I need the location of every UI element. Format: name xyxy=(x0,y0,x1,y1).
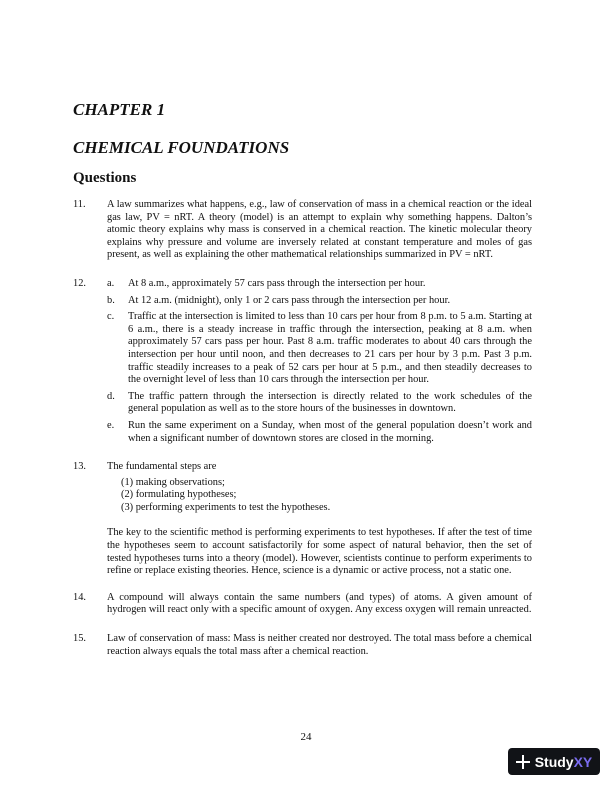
subpart-text: Traffic at the intersection is limited to less than 10 cars per hour from 8 p.m. to 5 a.m. Starting at 6 a.m., there is a steady increase in traffic through the intersection, peaking at 8 a.m. when approximately 57 cars pass per hour. Past 8 a.m. traffic moderates to about 40 cars through the intersection per hour until noon, and then decreases to 21 cars per hour by 3 p.m. Past 3 p.m. traffic steadily increases to a peak of 52 cars per hour at 5 p.m., and then steadily decreases to the overnight level of less than 10 cars through the intersection per hour. xyxy=(128,311,532,386)
chapter-subtitle: CHEMICAL FOUNDATIONS xyxy=(73,138,290,157)
subpart-label: d. xyxy=(107,390,115,402)
subpart-label: e. xyxy=(107,419,115,431)
step-item: (3) performing experiments to test the hypotheses. xyxy=(121,501,331,513)
subpart-text: At 8 a.m., approximately 57 cars pass through the intersection per hour. xyxy=(128,277,426,289)
subpart-label: c. xyxy=(107,311,115,323)
brand-name: Study xyxy=(534,753,574,770)
question-15 xyxy=(73,633,532,658)
subpart-d xyxy=(107,391,532,416)
question-text: A law summarizes what happens, e.g., law of conservation of mass in a chemical reaction or the ideal gas law, PV = nRT. A theory (model) is an attempt to explain why something happens. Dalton’s atomic theory explains why mass is conserved in a chemical reaction. The kinetic molecular theory explains why pressure and volume are inversely related at constant temperature and moles of gas present, as well as explaining the other mathematical relationships summarized in PV = nRT. xyxy=(107,199,532,261)
subpart-label: a. xyxy=(107,277,115,289)
subpart-b xyxy=(107,295,532,308)
step-item: (2) formulating hypotheses; xyxy=(121,489,237,501)
subpart-text: At 12 a.m. (midnight), only 1 or 2 cars pass through the intersection per hour. xyxy=(128,294,451,306)
studyxy-badge[interactable] xyxy=(508,748,600,775)
step-item: (1) making observations; xyxy=(121,476,225,488)
chapter-title: CHAPTER 1 xyxy=(73,100,166,119)
subpart-text: Run the same experiment on a Sunday, when most of the general population doesn’t work and when a significant number of downtown stores are closed in the morning. xyxy=(128,419,532,444)
question-number: 11. xyxy=(73,199,86,210)
question-number: 12. xyxy=(73,277,86,289)
section-heading: Questions xyxy=(73,170,137,186)
question-number: 13. xyxy=(73,461,86,473)
question-13 xyxy=(73,461,532,578)
question-text: Law of conservation of mass: Mass is neither created nor destroyed. The total mass before a chemical reaction always equals the total mass after a chemical reaction. xyxy=(107,633,532,657)
question-intro: The fundamental steps are xyxy=(107,461,217,473)
question-14 xyxy=(73,592,532,617)
question-number: 14. xyxy=(73,591,86,603)
brand-logo xyxy=(535,754,593,770)
page-number: 24 xyxy=(300,731,312,743)
questions-list xyxy=(73,199,532,658)
question-12 xyxy=(73,278,532,449)
brand-suffix: XY xyxy=(573,753,593,770)
subpart-text: The traffic pattern through the intersection is directly related to the work schedules of the general population as well as to the store hours of the businesses in downtown. xyxy=(128,390,532,415)
subpart-e xyxy=(107,420,532,445)
question-text: The key to the scientific method is performing experiments to test hypotheses. If after the test of time the hypotheses seem to account satisfactorily for some aspect of natural behavior, then the set of tested hypotheses turns into a theory (model). However, scientists continue to perform experiments to refine or replace existing theories. Hence, science is a dynamic or active process, not a static one. xyxy=(107,527,532,577)
subpart-label: b. xyxy=(107,294,115,306)
subpart-a xyxy=(107,278,532,291)
question-text: A compound will always contain the same numbers (and types) of atoms. A given amount of hydrogen will react only with a specific amount of oxygen. Any excess oxygen will remain unreacted. xyxy=(107,591,532,616)
subpart-c xyxy=(107,311,532,387)
question-number: 15. xyxy=(73,633,86,645)
question-11 xyxy=(73,199,532,262)
steps-list xyxy=(121,477,532,515)
plus-icon xyxy=(516,755,530,769)
